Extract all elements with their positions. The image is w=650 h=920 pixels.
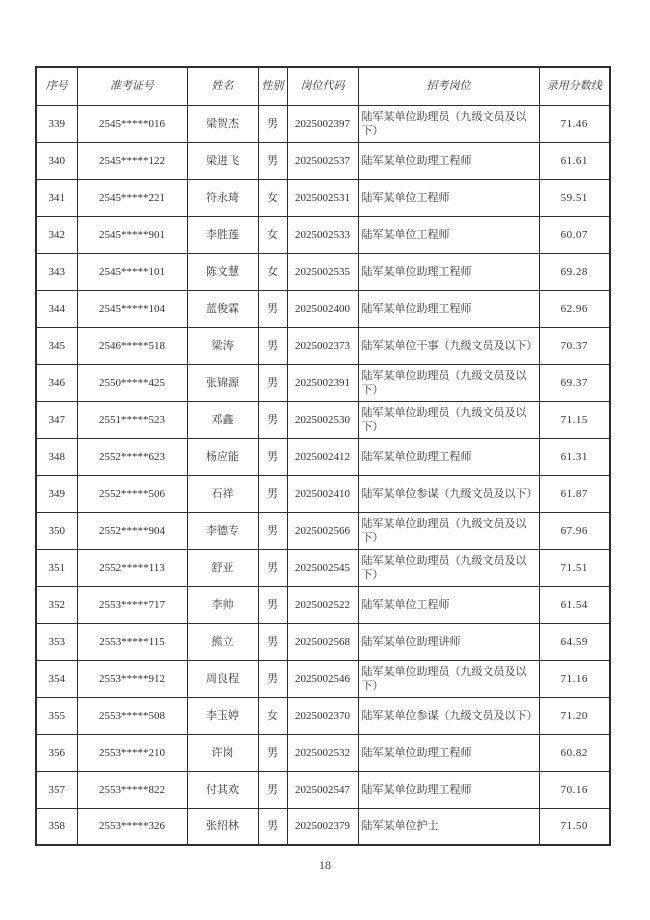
header-score: 录用分数线 [539, 67, 610, 105]
table-row [36, 549, 610, 586]
cell-position: 陆军某单位助理员（九级文员及以下） [358, 364, 539, 401]
cell-exam-id: 2551*****523 [77, 401, 187, 438]
cell-job-code: 2025002546 [287, 660, 358, 697]
header-exam-id: 准考证号 [77, 67, 187, 105]
cell-job-code: 2025002397 [287, 105, 358, 142]
cell-seq: 355 [36, 697, 77, 734]
cell-exam-id: 2553*****210 [77, 734, 187, 771]
cell-job-code: 2025002566 [287, 512, 358, 549]
table-row [36, 512, 610, 549]
cell-position: 陆军某单位助理员（九级文员及以下） [358, 512, 539, 549]
cell-score: 60.07 [539, 216, 610, 253]
cell-job-code: 2025002547 [287, 771, 358, 808]
cell-position: 陆军某单位助理工程师 [358, 253, 539, 290]
cell-seq: 340 [36, 142, 77, 179]
table-row [36, 105, 610, 142]
cell-seq: 349 [36, 475, 77, 512]
cell-score: 69.37 [539, 364, 610, 401]
cell-exam-id: 2553*****822 [77, 771, 187, 808]
cell-exam-id: 2545*****016 [77, 105, 187, 142]
cell-seq: 348 [36, 438, 77, 475]
table-row [36, 142, 610, 179]
cell-score: 59.51 [539, 179, 610, 216]
cell-score: 61.87 [539, 475, 610, 512]
cell-job-code: 2025002568 [287, 623, 358, 660]
cell-exam-id: 2552*****113 [77, 549, 187, 586]
cell-gender: 女 [258, 697, 287, 734]
cell-position: 陆军某单位工程师 [358, 586, 539, 623]
cell-seq: 357 [36, 771, 77, 808]
cell-position: 陆军某单位助理工程师 [358, 771, 539, 808]
cell-gender: 男 [258, 512, 287, 549]
cell-job-code: 2025002522 [287, 586, 358, 623]
cell-gender: 男 [258, 475, 287, 512]
cell-exam-id: 2553*****717 [77, 586, 187, 623]
cell-name: 杨应能 [187, 438, 258, 475]
cell-name: 石祥 [187, 475, 258, 512]
cell-score: 71.20 [539, 697, 610, 734]
cell-name: 邓鑫 [187, 401, 258, 438]
table-row [36, 808, 610, 845]
cell-seq: 353 [36, 623, 77, 660]
cell-exam-id: 2546*****518 [77, 327, 187, 364]
cell-exam-id: 2552*****623 [77, 438, 187, 475]
cell-job-code: 2025002533 [287, 216, 358, 253]
cell-job-code: 2025002545 [287, 549, 358, 586]
cell-name: 舒亚 [187, 549, 258, 586]
cell-score: 71.50 [539, 808, 610, 845]
cell-job-code: 2025002370 [287, 697, 358, 734]
cell-job-code: 2025002400 [287, 290, 358, 327]
table-row [36, 401, 610, 438]
cell-seq: 339 [36, 105, 77, 142]
header-gender: 性别 [258, 67, 287, 105]
table-row [36, 623, 610, 660]
cell-position: 陆军某单位护士 [358, 808, 539, 845]
cell-name: 李胜莲 [187, 216, 258, 253]
table-row [36, 438, 610, 475]
cell-exam-id: 2553*****508 [77, 697, 187, 734]
cell-score: 69.28 [539, 253, 610, 290]
cell-name: 付其欢 [187, 771, 258, 808]
cell-job-code: 2025002379 [287, 808, 358, 845]
cell-score: 61.31 [539, 438, 610, 475]
cell-gender: 男 [258, 808, 287, 845]
cell-job-code: 2025002373 [287, 327, 358, 364]
cell-name: 陈文慧 [187, 253, 258, 290]
cell-exam-id: 2545*****101 [77, 253, 187, 290]
cell-seq: 346 [36, 364, 77, 401]
cell-seq: 341 [36, 179, 77, 216]
cell-gender: 男 [258, 327, 287, 364]
cell-exam-id: 2545*****901 [77, 216, 187, 253]
header-seq: 序号 [36, 67, 77, 105]
cell-exam-id: 2553*****115 [77, 623, 187, 660]
cell-position: 陆军某单位干事（九级文员及以下） [358, 327, 539, 364]
table-row [36, 327, 610, 364]
cell-seq: 345 [36, 327, 77, 364]
cell-position: 陆军某单位助理工程师 [358, 142, 539, 179]
cell-score: 71.16 [539, 660, 610, 697]
cell-gender: 男 [258, 290, 287, 327]
header-name: 姓名 [187, 67, 258, 105]
cell-score: 70.37 [539, 327, 610, 364]
cell-job-code: 2025002412 [287, 438, 358, 475]
cell-position: 陆军某单位助理工程师 [358, 438, 539, 475]
cell-seq: 354 [36, 660, 77, 697]
cell-name: 张绍林 [187, 808, 258, 845]
cell-score: 62.96 [539, 290, 610, 327]
cell-name: 梁贺杰 [187, 105, 258, 142]
cell-name: 李玉婷 [187, 697, 258, 734]
table-row [36, 475, 610, 512]
cell-score: 71.51 [539, 549, 610, 586]
cell-gender: 男 [258, 438, 287, 475]
table-row [36, 660, 610, 697]
table-row [36, 734, 610, 771]
cell-score: 67.96 [539, 512, 610, 549]
cell-position: 陆军某单位参谋（九级文员及以下） [358, 475, 539, 512]
cell-exam-id: 2553*****912 [77, 660, 187, 697]
cell-score: 71.46 [539, 105, 610, 142]
cell-seq: 343 [36, 253, 77, 290]
cell-job-code: 2025002535 [287, 253, 358, 290]
cell-job-code: 2025002391 [287, 364, 358, 401]
cell-seq: 344 [36, 290, 77, 327]
cell-exam-id: 2545*****104 [77, 290, 187, 327]
score-table [35, 66, 611, 846]
cell-position: 陆军某单位工程师 [358, 179, 539, 216]
cell-seq: 356 [36, 734, 77, 771]
cell-exam-id: 2553*****326 [77, 808, 187, 845]
cell-job-code: 2025002537 [287, 142, 358, 179]
cell-job-code: 2025002410 [287, 475, 358, 512]
table-row [36, 586, 610, 623]
cell-position: 陆军某单位助理员（九级文员及以下） [358, 660, 539, 697]
cell-position: 陆军某单位助理员（九级文员及以下） [358, 549, 539, 586]
cell-gender: 男 [258, 105, 287, 142]
cell-score: 71.15 [539, 401, 610, 438]
cell-seq: 351 [36, 549, 77, 586]
cell-score: 61.61 [539, 142, 610, 179]
cell-position: 陆军某单位助理员（九级文员及以下） [358, 105, 539, 142]
cell-score: 61.54 [539, 586, 610, 623]
cell-exam-id: 2545*****221 [77, 179, 187, 216]
cell-position: 陆军某单位参谋（九级文员及以下） [358, 697, 539, 734]
cell-gender: 女 [258, 179, 287, 216]
cell-exam-id: 2545*****122 [77, 142, 187, 179]
cell-seq: 347 [36, 401, 77, 438]
table-row [36, 216, 610, 253]
cell-position: 陆军某单位助理工程师 [358, 734, 539, 771]
table-row [36, 697, 610, 734]
cell-exam-id: 2552*****506 [77, 475, 187, 512]
cell-name: 蓝俊霖 [187, 290, 258, 327]
cell-gender: 男 [258, 586, 287, 623]
cell-name: 张锦源 [187, 364, 258, 401]
cell-gender: 男 [258, 660, 287, 697]
cell-name: 熊立 [187, 623, 258, 660]
cell-name: 李德专 [187, 512, 258, 549]
cell-job-code: 2025002532 [287, 734, 358, 771]
cell-position: 陆军某单位助理员（九级文员及以下） [358, 401, 539, 438]
cell-name: 符永琦 [187, 179, 258, 216]
header-position: 招考岗位 [358, 67, 539, 105]
cell-job-code: 2025002530 [287, 401, 358, 438]
cell-gender: 男 [258, 401, 287, 438]
cell-seq: 350 [36, 512, 77, 549]
cell-gender: 男 [258, 142, 287, 179]
cell-gender: 女 [258, 253, 287, 290]
cell-seq: 358 [36, 808, 77, 845]
page-number: 18 [319, 858, 331, 872]
cell-position: 陆军某单位助理讲师 [358, 623, 539, 660]
cell-seq: 342 [36, 216, 77, 253]
header-job-code: 岗位代码 [287, 67, 358, 105]
cell-position: 陆军某单位助理工程师 [358, 290, 539, 327]
cell-name: 周良程 [187, 660, 258, 697]
cell-gender: 男 [258, 549, 287, 586]
header-row [36, 67, 610, 105]
cell-score: 64.59 [539, 623, 610, 660]
cell-gender: 男 [258, 771, 287, 808]
cell-gender: 男 [258, 364, 287, 401]
cell-score: 60.82 [539, 734, 610, 771]
table-row [36, 179, 610, 216]
cell-position: 陆军某单位工程师 [358, 216, 539, 253]
cell-job-code: 2025002531 [287, 179, 358, 216]
cell-name: 许岗 [187, 734, 258, 771]
table-row [36, 290, 610, 327]
cell-exam-id: 2550*****425 [77, 364, 187, 401]
cell-exam-id: 2552*****904 [77, 512, 187, 549]
table-row [36, 253, 610, 290]
cell-seq: 352 [36, 586, 77, 623]
cell-name: 梁涛 [187, 327, 258, 364]
cell-gender: 男 [258, 623, 287, 660]
table-row [36, 771, 610, 808]
cell-gender: 男 [258, 734, 287, 771]
table-row [36, 364, 610, 401]
cell-gender: 女 [258, 216, 287, 253]
cell-name: 梁进飞 [187, 142, 258, 179]
cell-score: 70.16 [539, 771, 610, 808]
cell-name: 李帅 [187, 586, 258, 623]
